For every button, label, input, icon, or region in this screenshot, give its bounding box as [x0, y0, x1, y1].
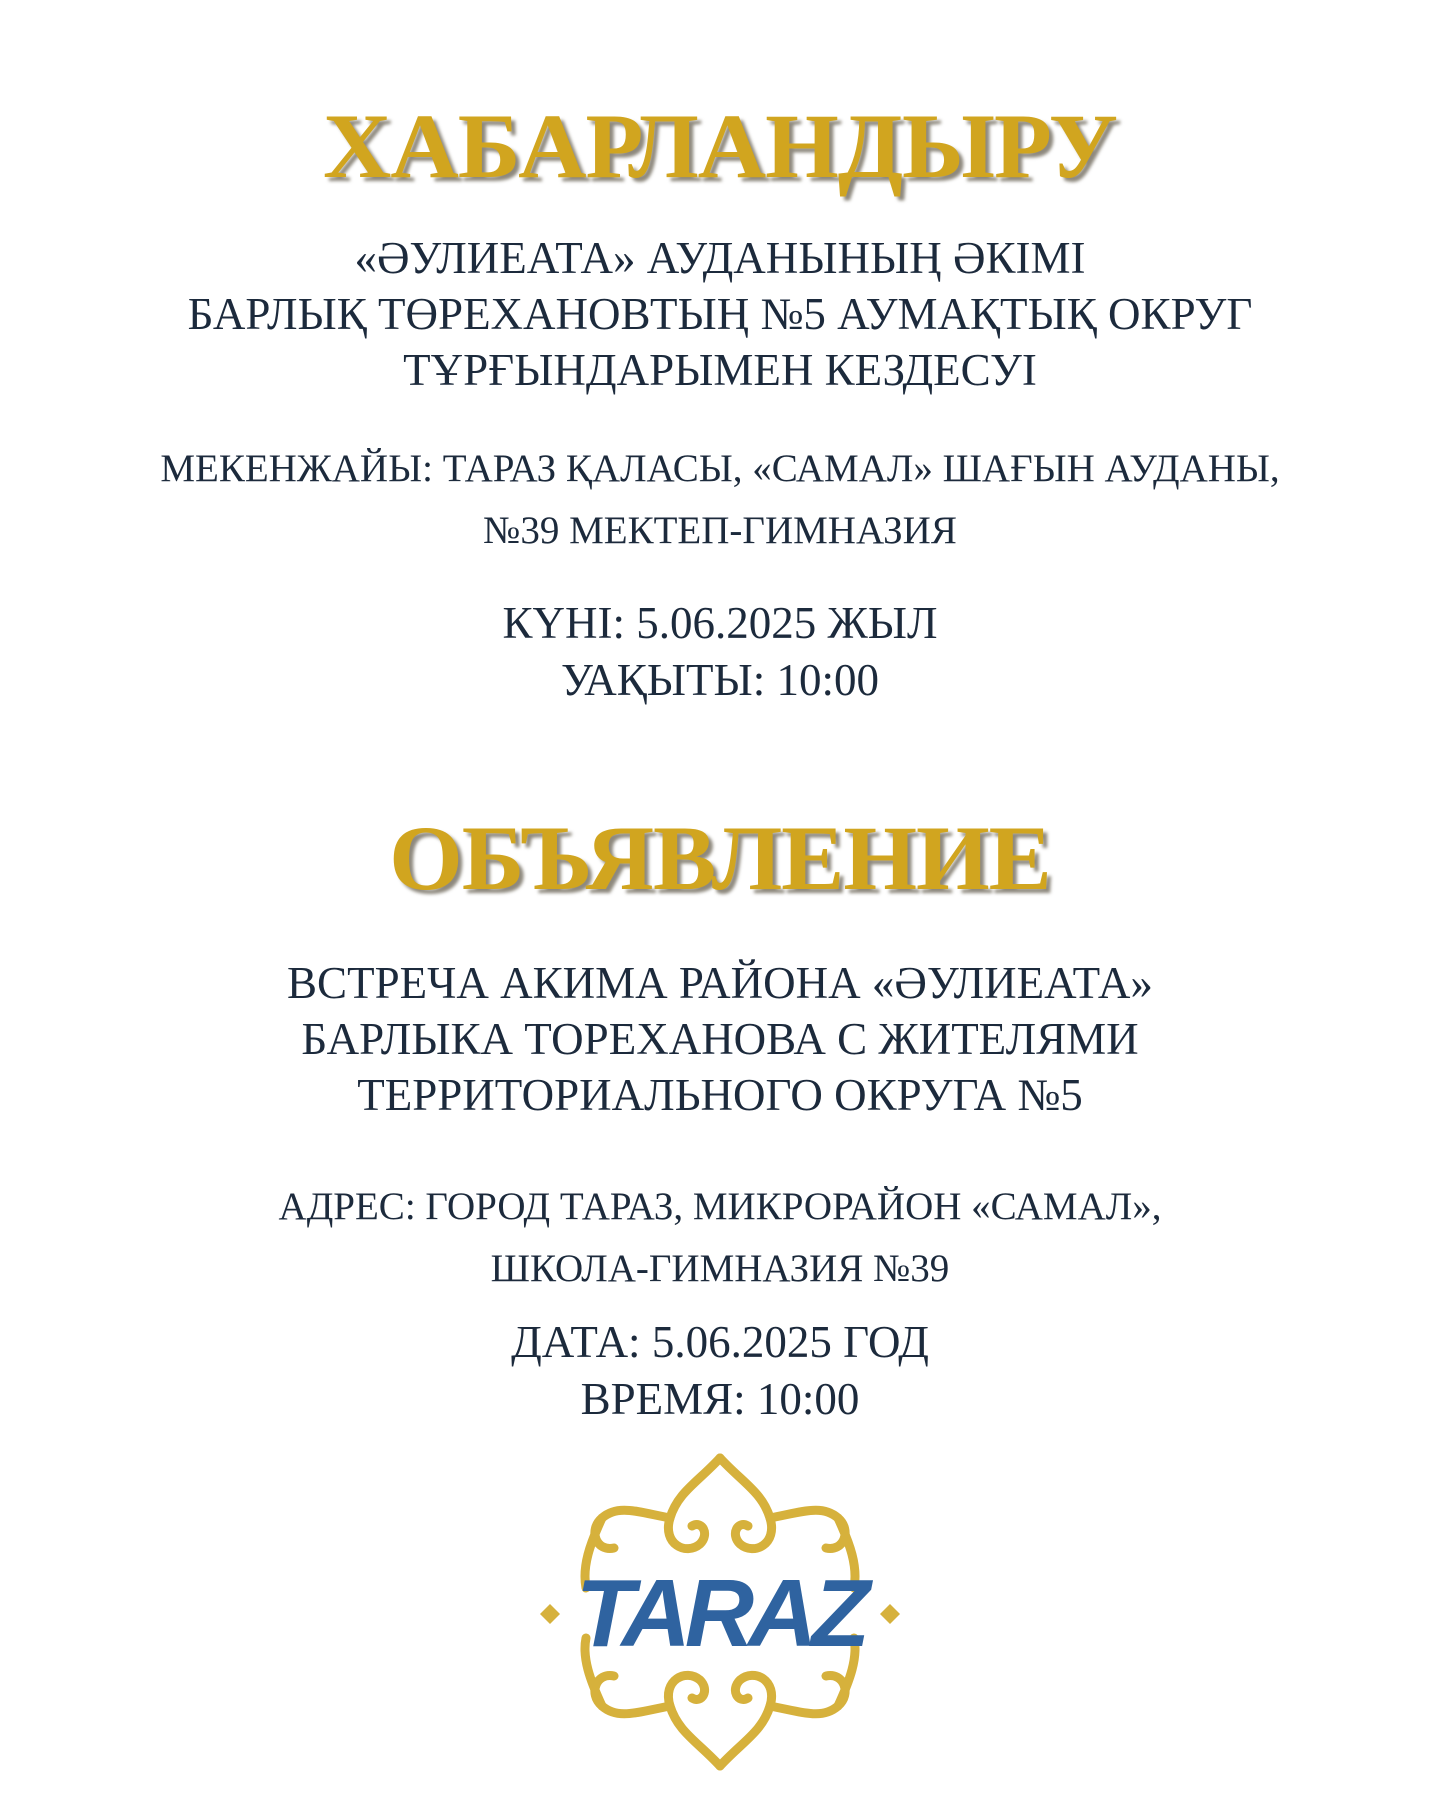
taraz-logo-text: TARAZ: [575, 1560, 865, 1667]
russian-address-line: АДРЕС: ГОРОД ТАРАЗ, МИКРОРАЙОН «САМАЛ»,: [278, 1185, 1162, 1228]
russian-address-line: ШКОЛА-ГИМНАЗИЯ №39: [490, 1247, 950, 1290]
kazakh-address: [0, 438, 1440, 562]
kazakh-subject-line: ТҰРҒЫНДАРЫМЕН КЕЗДЕСУІ: [403, 345, 1037, 395]
kazakh-subject-line: «ӘУЛИЕАТА» АУДАНЫНЫҢ ӘКІМІ: [354, 233, 1086, 283]
russian-time: ВРЕМЯ: 10:00: [580, 1374, 860, 1424]
taraz-logo: [520, 1448, 920, 1776]
russian-date: ДАТА: 5.06.2025 ГОД: [511, 1317, 929, 1367]
kazakh-datetime: [0, 595, 1440, 709]
russian-address: [0, 1176, 1440, 1300]
kazakh-time: УАҚЫТЫ: 10:00: [560, 655, 879, 705]
kazakh-date: КҮНІ: 5.06.2025 ЖЫЛ: [502, 598, 938, 648]
taraz-ornament-icon: [520, 1448, 920, 1776]
kazakh-address-line: МЕКЕНЖАЙЫ: ТАРАЗ ҚАЛАСЫ, «САМАЛ» ШАҒЫН АУДАНЫ,: [160, 447, 1280, 490]
russian-subject-line: ТЕРРИТОРИАЛЬНОГО ОКРУГА №5: [357, 1070, 1083, 1120]
kazakh-title: ХАБАРЛАНДЫРУ: [322, 95, 1118, 197]
russian-subject: [0, 955, 1440, 1123]
kazakh-subject-line: БАРЛЫҚ ТӨРЕХАНОВТЫҢ №5 АУМАҚТЫҚ ОКРУГ: [187, 289, 1253, 339]
russian-title: ОБЪЯВЛЕНИЕ: [389, 807, 1051, 909]
kazakh-address-line: №39 МЕКТЕП-ГИМНАЗИЯ: [483, 509, 957, 552]
russian-subject-line: ВСТРЕЧА АКИМА РАЙОНА «ӘУЛИЕАТА»: [287, 958, 1153, 1008]
russian-subject-line: БАРЛЫКА ТОРЕХАНОВА С ЖИТЕЛЯМИ: [301, 1014, 1139, 1064]
kazakh-subject: [0, 230, 1440, 398]
russian-datetime: [0, 1314, 1440, 1428]
